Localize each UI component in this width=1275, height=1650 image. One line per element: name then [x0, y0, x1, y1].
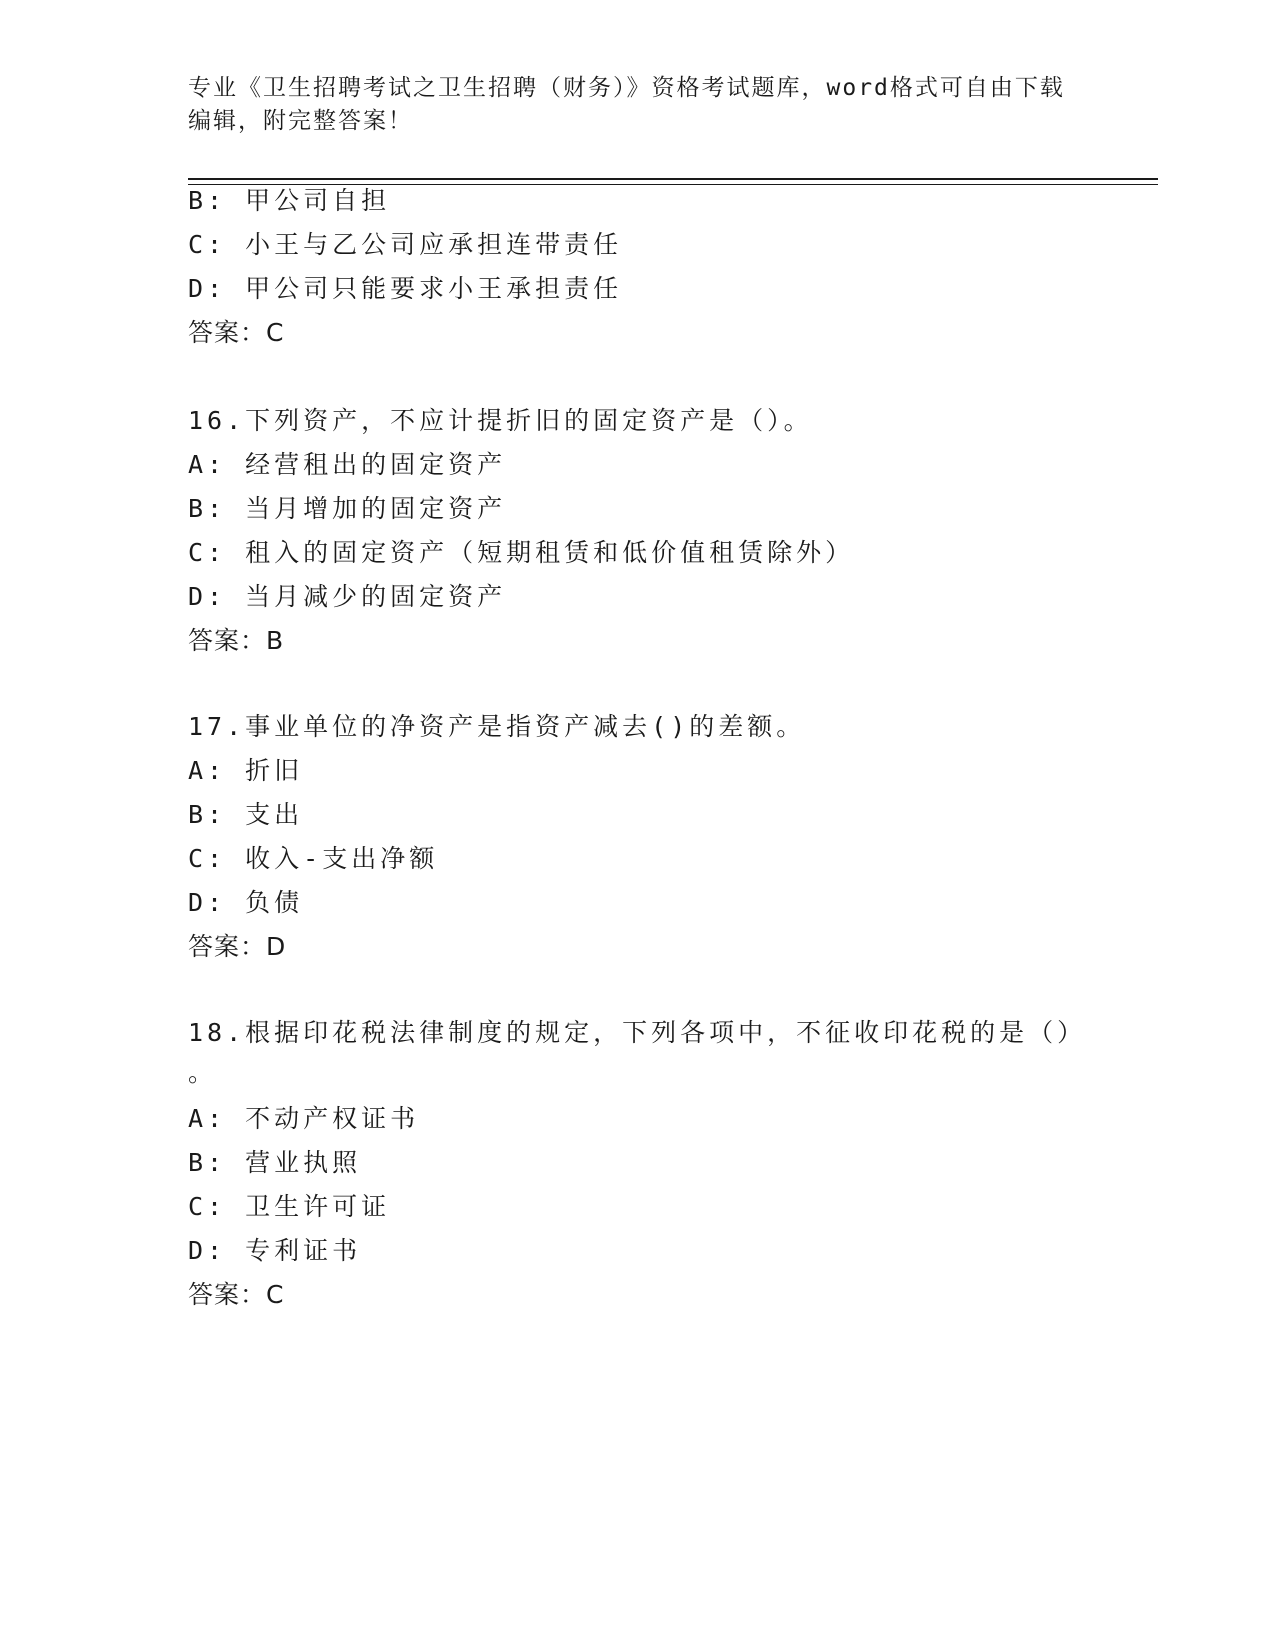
- q18-option-c: C: 卫生许可证: [188, 1192, 391, 1221]
- document-header: 专业《卫生招聘考试之卫生招聘（财务）》资格考试题库，word格式可自由下载编辑，附完整答案！: [188, 75, 1065, 134]
- header-divider-thick: [188, 178, 1158, 180]
- prev-option-d: D: 甲公司只能要求小王承担责任: [188, 274, 623, 303]
- q17-option-b: B: 支出: [188, 800, 304, 829]
- q16-option-a: A: 经营租出的固定资产: [188, 450, 507, 479]
- q16-answer: 答案：B: [188, 626, 285, 655]
- prev-option-c: C: 小王与乙公司应承担连带责任: [188, 230, 623, 259]
- q17-stem: 17.事业单位的净资产是指资产减去()的差额。: [188, 712, 806, 741]
- q16-stem: 16.下列资产，不应计提折旧的固定资产是（）。: [188, 406, 813, 435]
- q17-option-c: C: 收入-支出净额: [188, 844, 439, 873]
- prev-answer: 答案：C: [188, 318, 285, 347]
- q17-answer: 答案：D: [188, 932, 287, 961]
- q18-answer: 答案：C: [188, 1280, 285, 1309]
- q17-option-d: D: 负债: [188, 888, 304, 917]
- q18-option-a: A: 不动产权证书: [188, 1104, 420, 1133]
- q16-option-c: C: 租入的固定资产（短期租赁和低价值租赁除外）: [188, 538, 855, 567]
- q18-option-d: D: 专利证书: [188, 1236, 362, 1265]
- header-divider-thin: [188, 184, 1158, 185]
- q18-option-b: B: 营业执照: [188, 1148, 362, 1177]
- q16-option-b: B: 当月增加的固定资产: [188, 494, 507, 523]
- prev-option-b: B: 甲公司自担: [188, 186, 391, 215]
- q18-stem-line2: 。: [188, 1058, 218, 1087]
- q16-option-d: D: 当月减少的固定资产: [188, 582, 507, 611]
- q17-option-a: A: 折旧: [188, 756, 304, 785]
- q18-stem-line1: 18.根据印花税法律制度的规定，下列各项中，不征收印花税的是（）: [188, 1018, 1087, 1047]
